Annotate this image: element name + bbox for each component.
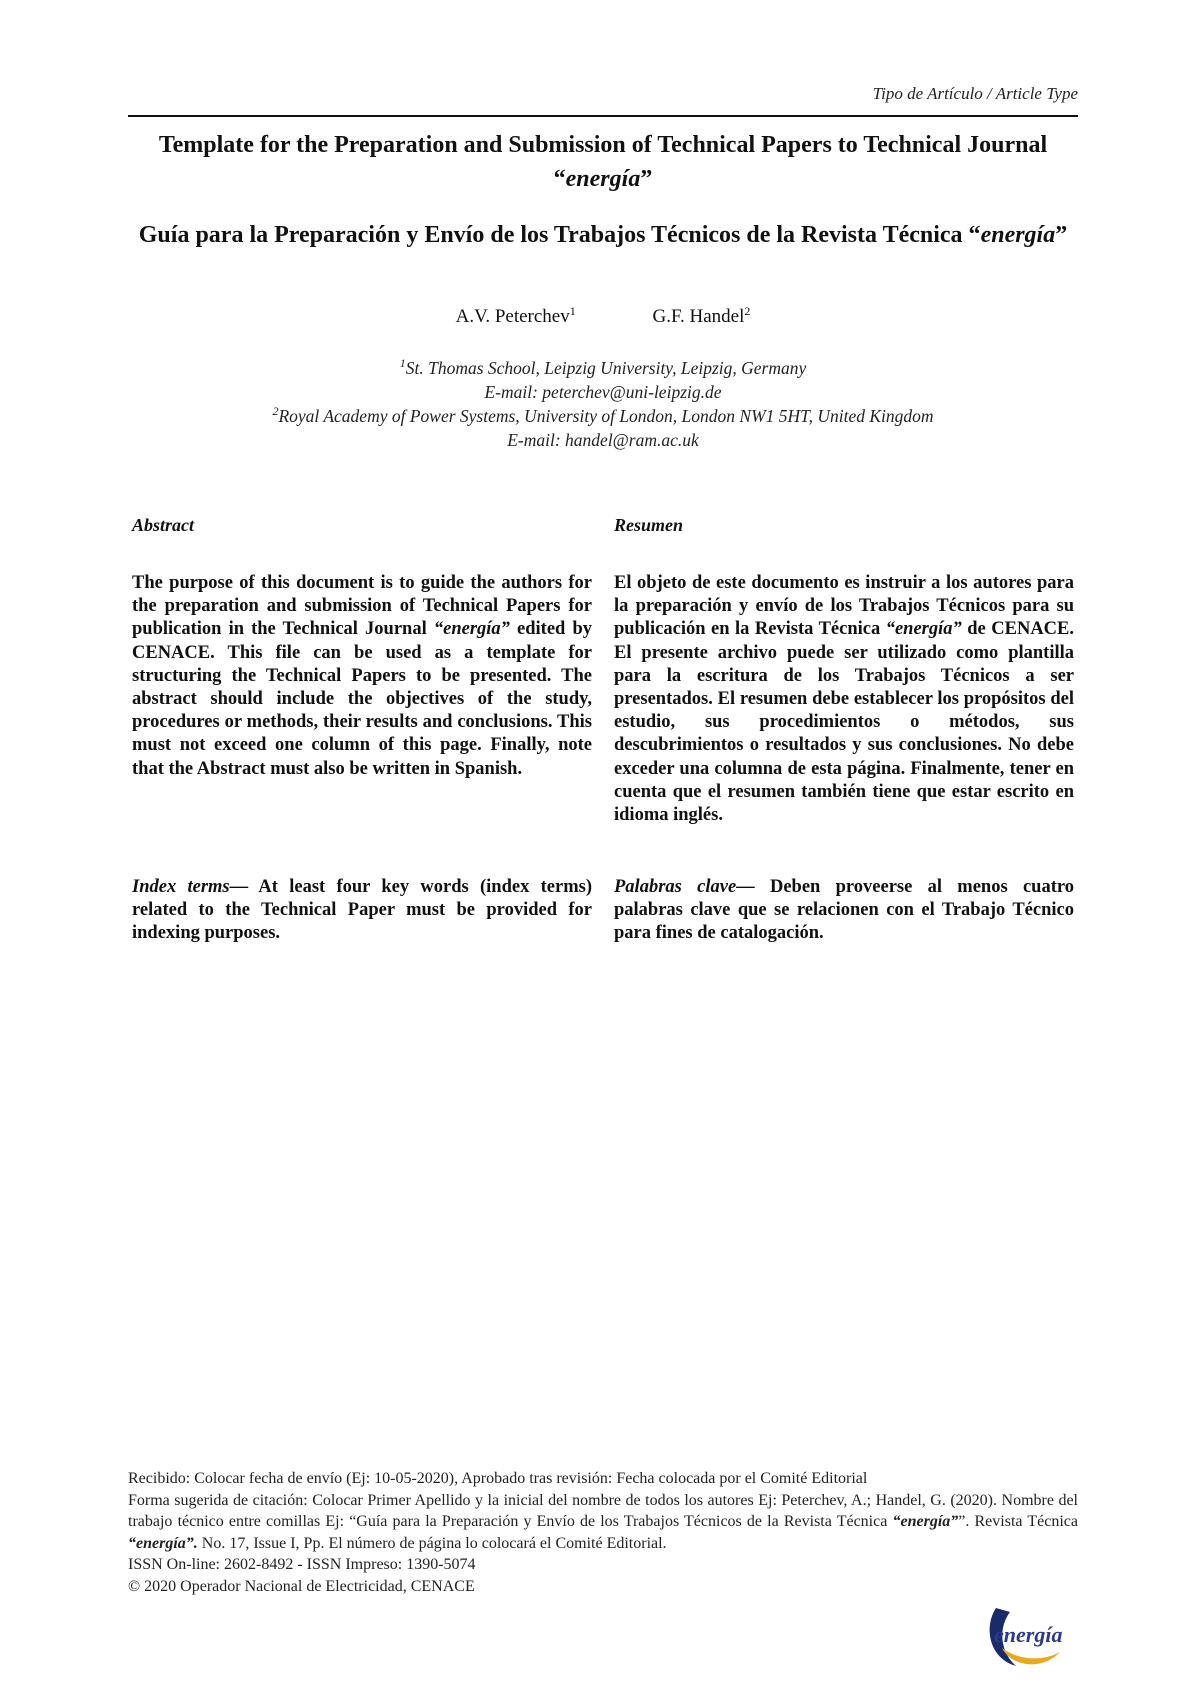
energia-logo	[982, 1600, 1082, 1672]
article-type-label: Tipo de Artículo / Article Type	[872, 84, 1078, 103]
email-2: E-mail: handel@ram.ac.uk	[507, 430, 699, 450]
svg-text:energía: energía	[994, 1622, 1063, 1647]
author-list	[128, 306, 1078, 328]
citation-note: Forma sugerida de citación: Colocar Primer Apellido y la inicial del nombre de todos los autores Ej: Peterchev, A.; Handel, G. (2020). Nombre del trabajo técnico entre comillas Ej: “Guía para la Preparación y Envío de los Trabajos Técnicos de la Revista Técnica “energía””. Revista Técnica “energía”. No. 17, Issue I, Pp. El número de página lo colocará el Comité Editorial.	[128, 1491, 1078, 1552]
author-2: G.F. Handel$^2$	[652, 304, 751, 327]
title-english: Template for the Preparation and Submission of Technical Papers to Technical Journal “energía”	[158, 132, 1048, 192]
title-spanish: Guía para la Preparación y Envío de los Trabajos Técnicos de la Revista Técnica “energía”	[138, 222, 1068, 248]
abstract-heading: Abstract	[132, 515, 195, 535]
abstract-body: The purpose of this document is to guide the authors for the preparation and submission of Technical Papers for publication in the Technical Journal “energía” edited by CENACE. This file can be used as a template for structuring the Technical Papers to be presented. The abstract should include the objectives of the study, procedures or methods, their results and conclusions. This must not exceed one column of this page. Finally, note that the Abstract must also be written in Spanish.	[132, 573, 592, 779]
resumen-heading: Resumen	[614, 515, 684, 535]
affiliations	[128, 356, 1078, 452]
affiliation-1: $^1$St. Thomas School, Leipzig University, Leipzig, Germany	[399, 356, 807, 378]
footer-notes	[128, 1468, 1078, 1597]
email-1: E-mail: peterchev@uni-leipzig.de	[484, 382, 722, 402]
copyright-note: © 2020 Operador Nacional de Electricidad, CENACE	[128, 1577, 475, 1595]
header-divider	[128, 115, 1078, 117]
author-1: A.V. Peterchev$^1$	[455, 304, 576, 327]
affiliation-2: $^2$Royal Academy of Power Systems, University of London, London NW1 5HT, United Kingdom	[272, 404, 934, 426]
palabras-clave: Palabras clave— Deben proveerse al menos cuatro palabras clave que se relacionen con el Trabajo Técnico para fines de catalogación.	[614, 877, 1075, 944]
issn-note: ISSN On-line: 2602-8492 - ISSN Impreso: 1390-5074	[128, 1556, 476, 1573]
received-note: Recibido: Colocar fecha de envío (Ej: 10-05-2020), Aprobado tras revisión: Fecha colocada por el Comité Editorial	[128, 1470, 868, 1487]
resumen-body: El objeto de este documento es instruir a los autores para la preparación y envío de los Trabajos Técnicos para su publicación en la Revista Técnica “energía” de CENACE. El presente archivo puede ser utilizado como plantilla para la escritura de los Trabajos Técnicos a ser presentados. El resumen debe establecer los propósitos del estudio, sus procedimientos o métodos, sus descubrimientos o resultados y sus conclusiones. No debe exceder una columna de esta página. Finalmente, tener en cuenta que el resumen también tiene que estar escrito en idioma inglés.	[614, 573, 1074, 826]
index-terms: Index terms— At least four key words (index terms) related to the Technical Paper must be provided for indexing purposes.	[132, 877, 592, 944]
